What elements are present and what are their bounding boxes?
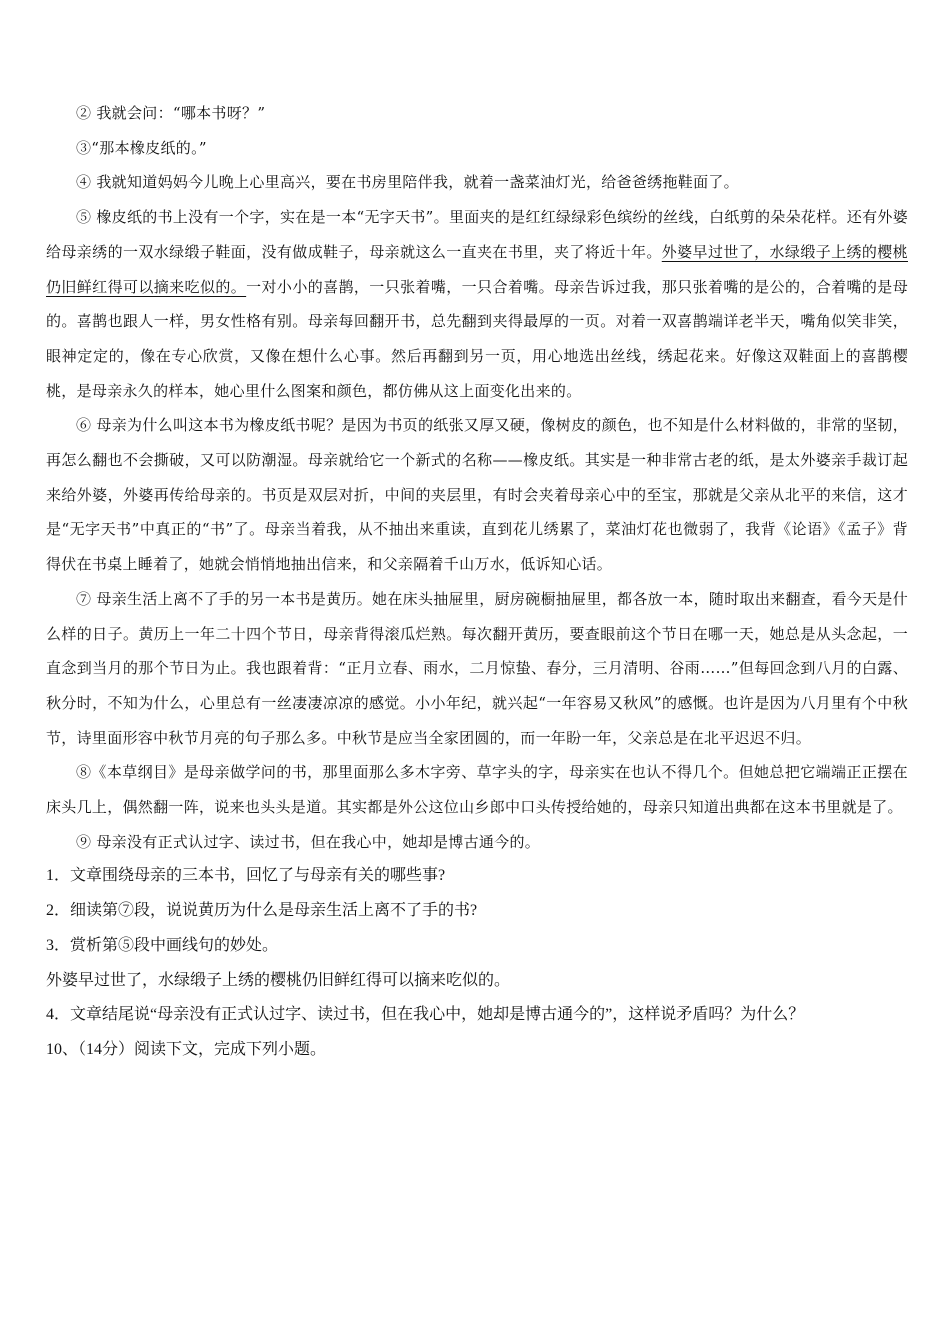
paragraph-5-text-after: 一对小小的喜鹊，一只张着嘴，一只合着嘴。母亲告诉过我，那只张着嘴的是公的，合着嘴的是母的。喜鹊也跟人一样，男女性格有别。母亲每回翻开书，总先翻到夹得最厚的一页。对着一双喜鹊端详老半天，嘴角似笑非笑，眼神定定的，像在专心欣赏，又像在想什么心事。然后再翻到另一页，用心地选出丝线，绣起花来。好像这双鞋面上的喜鹊樱桃，是母亲永久的样本，她心里什么图案和颜色，都仿佛从这上面变化出来的。 [46,277,909,400]
question-4: 4．文章结尾说“母亲没有正式认过字、读过书，但在我心中，她却是博古通今的”，这样说矛盾吗？为什么？ [46,1006,805,1024]
question-2: 2．细读第⑦段，说说黄历为什么是母亲生活上离不了手的书? [46,902,478,920]
paragraph-2: ② 我就会问：“哪本书呀？” [76,104,266,122]
document-body [46,96,908,1068]
question-3: 3．赏析第⑤段中画线句的妙处。 [46,936,279,954]
paragraph-9: ⑨ 母亲没有正式认过字、读过书，但在我心中，她却是博古通今的。 [76,832,541,851]
paragraph-3: ③“那本橡皮纸的。” [76,138,207,157]
question-1: 1．文章围绕母亲的三本书，回忆了与母亲有关的哪些事? [46,867,446,885]
paragraph-6: ⑥ 母亲为什么叫这本书为橡皮纸书呢？是因为书页的纸张又厚又硬，像树皮的颜色，也不知是什么材料做的，非常的坚韧，再怎么翻也不会撕破，又可以防潮湿。母亲就给它一个新式的名称——橡皮纸。其实是一种非常古老的纸，是太外婆亲手裁订起来给外婆，外婆再传给母亲的。书页是双层对折，中间的夹层里，有时会夹着母亲心中的至宝，那就是父亲从北平的来信，这才是“无字天书”中真正的“书”了。母亲当着我，从不抽出来重读，直到花儿绣累了，菜油灯花也微弱了，我背《论语》《孟子》背得伏在书桌上睡着了，她就会悄悄地抽出信来，和父亲隔着千山万水，低诉知心话。 [46,416,908,574]
paragraph-7: ⑦ 母亲生活上离不了手的另一本书是黄历。她在床头抽屉里，厨房碗橱抽屉里，都各放一本，随时取出来翻查，看今天是什么样的日子。黄历上一年二十四个节日，母亲背得滚瓜烂熟。每次翻开黄历，要查眼前这个节日在哪一天，她总是从头念起，一直念到当月的那个节日为止。我也跟着背：“正月立春、雨水，二月惊蛰、春分，三月清明、谷雨……”但每回念到八月的白露、秋分时，不知为什么，心里总有一丝凄凄凉凉的感觉。小小年纪，就兴起“一年容易又秋风”的感慨。也许是因为八月里有个中秋节，诗里面形容中秋节月亮的句子那么多。中秋节是应当全家团圆的，而一年盼一年，父亲总是在北平迟迟不归。 [46,589,908,747]
paragraph-5-text-before: ⑤ 橡皮纸的书上没有一个字，实在是一本“无字天书”。里面夹的是红红绿绿彩色缤纷的丝线，白纸剪的朵朵花样。还有外婆给母亲绣的一双水绿缎子鞋面，没有做成鞋子，母亲就这么一直夹在书里，夹了将近十年。 [46,208,908,261]
question-3-quote: 外婆早过世了，水绿缎子上绣的樱桃仍旧鲜红得可以摘来吃似的。 [46,971,511,989]
paragraph-5 [46,200,908,408]
section-10-heading: 10、（14分）阅读下文，完成下列小题。 [46,1040,327,1058]
underlined-sentence: 外婆早过世了，水绿缎子上绣的樱桃仍旧鲜红得可以摘来吃似的。 [46,242,908,296]
paragraph-4: ④ 我就知道妈妈今儿晚上心里高兴，要在书房里陪伴我，就着一盏菜油灯光，给爸爸绣拖鞋面了。 [76,173,739,192]
paragraph-8: ⑧《本草纲目》是母亲做学问的书，那里面那么多木字旁、草字头的字，母亲实在也认不得几个。但她总把它端端正正摆在床头几上，偶然翻一阵，说来也头头是道。其实都是外公这位山乡郎中口头传授给她的，母亲只知道出典都在这本书里就是了。 [46,763,908,817]
